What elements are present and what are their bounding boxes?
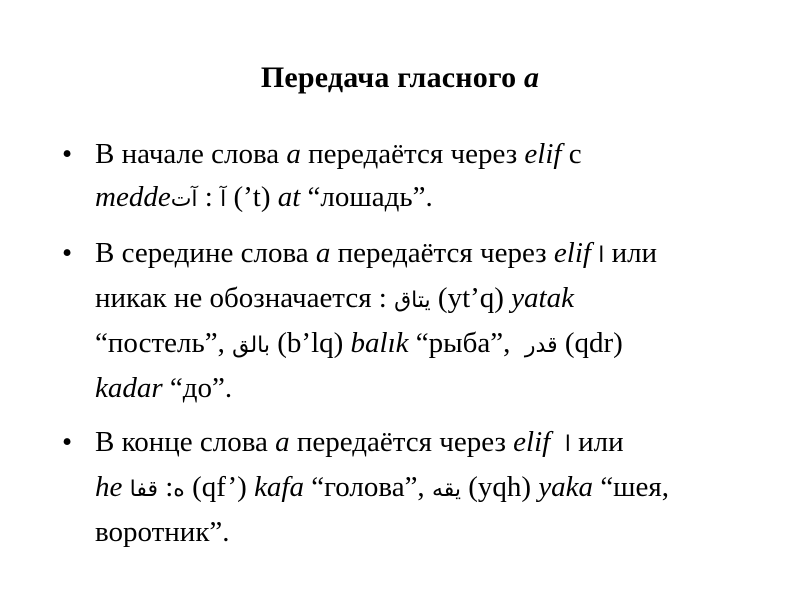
word: kafa <box>254 471 304 503</box>
arabic-word: يتاق <box>394 288 431 313</box>
term: medde <box>95 181 171 213</box>
transliteration: (yqh) <box>468 471 532 503</box>
text: передаётся через <box>337 237 547 269</box>
gloss: “лошадь”. <box>307 181 433 213</box>
bullet-line <box>95 367 794 410</box>
arabic-letter: آ <box>220 187 227 212</box>
letter: a <box>286 138 301 170</box>
bullet-item-start <box>0 133 800 221</box>
bullet-list <box>0 133 800 565</box>
bullet-line <box>95 176 794 221</box>
bullet-line <box>95 466 794 511</box>
arabic-word: آت <box>170 187 198 212</box>
text: никак не обозначается : <box>95 282 387 314</box>
text: В конце слова <box>95 426 268 458</box>
letter: a <box>275 426 290 458</box>
arabic-letter: ه <box>173 477 185 502</box>
transliteration: (qdr) <box>564 327 623 359</box>
bullet-line <box>95 322 794 367</box>
term: he <box>95 471 123 503</box>
arabic-word: قفا <box>129 477 158 502</box>
gloss: “постель”, <box>95 327 225 359</box>
word: yaka <box>538 471 594 503</box>
text: передаётся через <box>308 138 518 170</box>
bullet-line <box>95 133 794 176</box>
text: В середине слова <box>95 237 309 269</box>
gloss: воротник”. <box>95 516 230 548</box>
bullet-item-middle <box>0 232 800 410</box>
bullet-line <box>95 421 794 466</box>
title-letter: a <box>523 61 540 94</box>
text: В начале слова <box>95 138 280 170</box>
arabic-letter: ا <box>564 432 571 457</box>
gloss: “шея, <box>600 471 669 503</box>
bullet-line <box>95 232 794 277</box>
arabic-letter: ا <box>598 243 605 268</box>
word: yatak <box>511 282 574 314</box>
bullet-dot-icon: • <box>62 237 73 269</box>
gloss: “до”. <box>169 372 233 404</box>
arabic-word: قدر <box>524 333 558 358</box>
bullet-line <box>95 277 794 322</box>
text: : <box>204 181 213 213</box>
bullet-dot-icon: • <box>62 138 73 170</box>
text: : <box>165 471 174 503</box>
text: с <box>568 138 582 170</box>
text: передаётся через <box>296 426 506 458</box>
gloss: “рыба”, <box>415 327 511 359</box>
arabic-word: يقه <box>431 477 461 502</box>
text: или <box>611 237 658 269</box>
bullet-line <box>95 511 794 554</box>
term: elif <box>524 138 562 170</box>
letter: a <box>315 237 331 269</box>
slide-title <box>0 58 800 98</box>
word: kadar <box>95 372 163 404</box>
bullet-item-end <box>0 421 800 554</box>
word: at <box>277 181 301 213</box>
bullet-dot-icon: • <box>62 426 73 458</box>
term: elif <box>553 237 591 269</box>
transliteration: (’t) <box>233 181 271 213</box>
term: elif <box>513 426 551 458</box>
transliteration: (qf’) <box>192 471 247 503</box>
title-text: Передача гласного <box>260 61 517 94</box>
transliteration: (b’lq) <box>277 327 344 359</box>
transliteration: (yt’q) <box>437 282 504 314</box>
arabic-word: بالق <box>232 333 270 358</box>
gloss: “голова”, <box>311 471 425 503</box>
text: или <box>578 426 624 458</box>
word: balık <box>350 327 409 359</box>
